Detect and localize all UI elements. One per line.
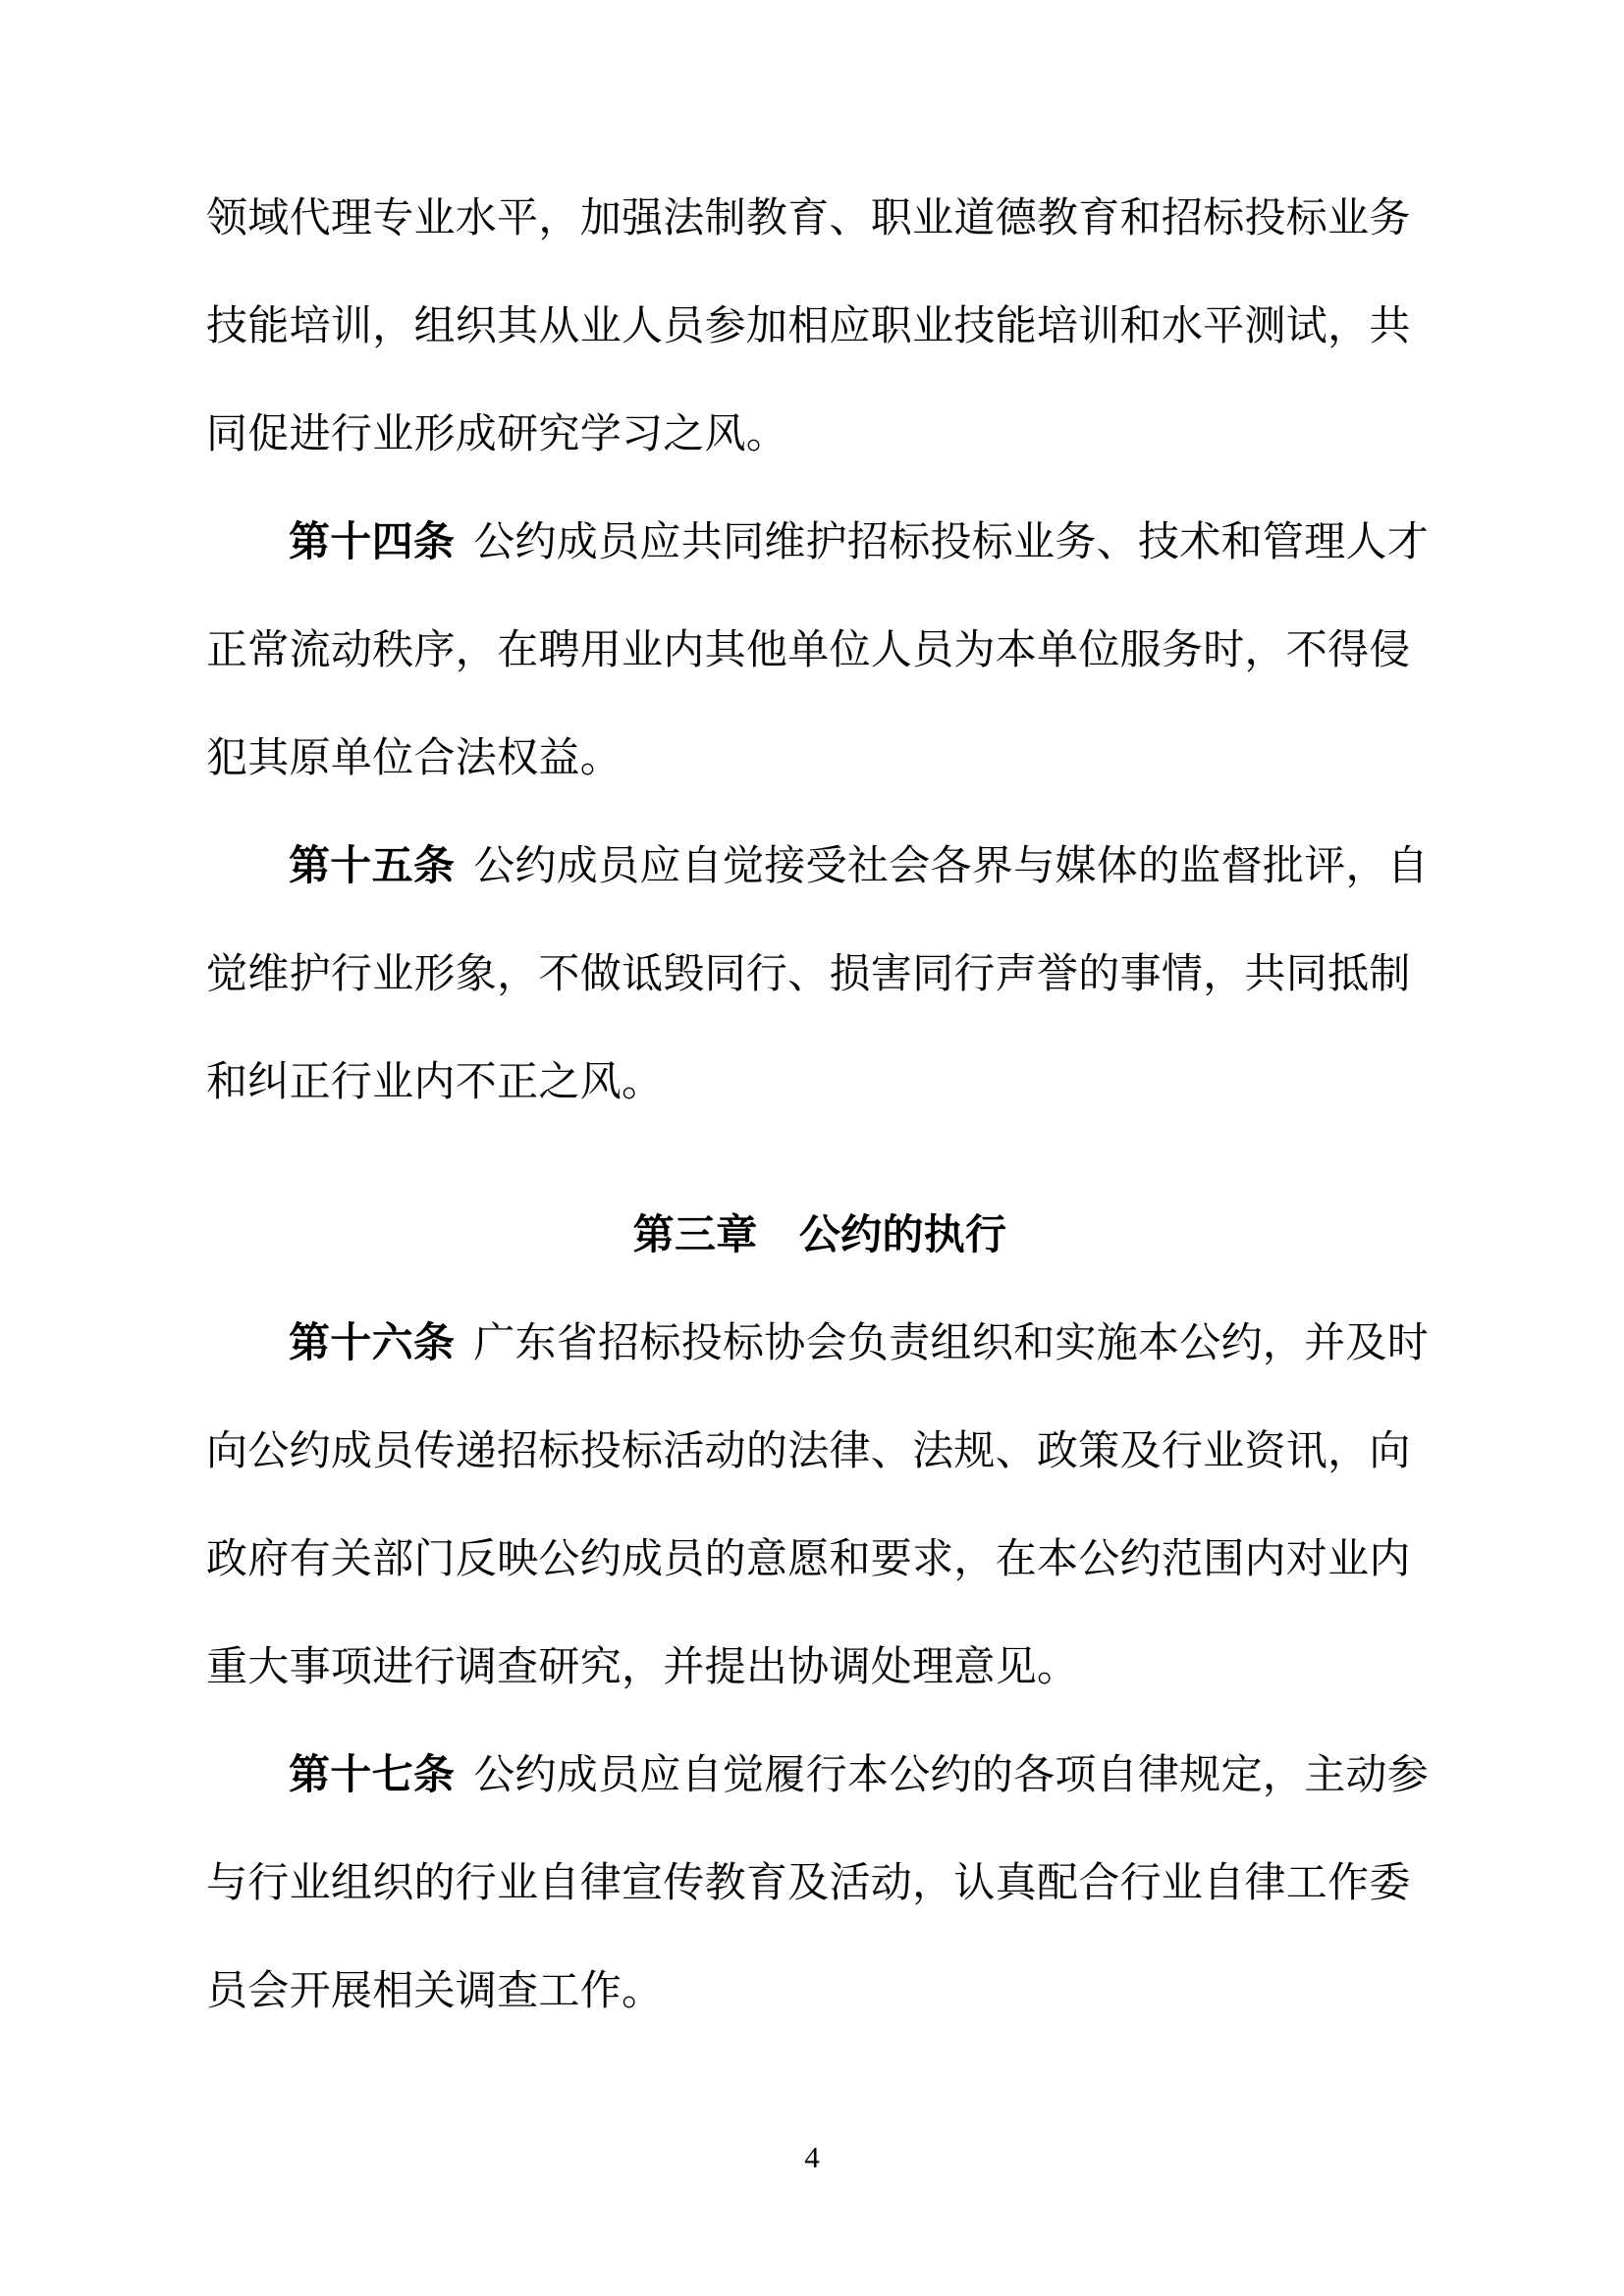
text-line: 同促进行业形成研究学习之风。: [206, 410, 788, 456]
text-line: [206, 1289, 1434, 1397]
text-line: [206, 1721, 1434, 1829]
article-text: 广东省招标投标协会负责组织和实施本公约，并及时: [473, 1319, 1430, 1365]
text-line: 员会开展相关调查工作。: [206, 1967, 664, 2013]
text-line: 向公约成员传递招标投标活动的法律、法规、政策及行业资讯，向: [206, 1427, 1411, 1473]
text-line: 犯其原单位合法权益。: [206, 734, 623, 780]
text-line: 觉维护行业形象，不做诋毁同行、损害同行声誉的事情，共同抵制: [206, 950, 1411, 996]
text-line: [206, 812, 1434, 920]
text-line: 正常流动秩序，在聘用业内其他单位人员为本单位服务时，不得侵: [206, 626, 1411, 672]
article-number: 第十七条: [289, 1751, 456, 1797]
chapter-heading: 第三章 公约的执行: [632, 1211, 1007, 1257]
text-line: 和纠正行业内不正之风。: [206, 1058, 664, 1104]
article-text: 公约成员应共同维护招标投标业务、技术和管理人才: [473, 518, 1430, 564]
text-line: [206, 488, 1434, 596]
article-number: 第十四条: [289, 518, 456, 564]
article-text: 公约成员应自觉履行本公约的各项自律规定，主动参: [473, 1751, 1430, 1797]
article-number: 第十六条: [289, 1319, 456, 1365]
article-number: 第十五条: [289, 842, 456, 888]
page-number: 4: [804, 2140, 820, 2174]
text-line: 技能培训，组织其从业人员参加相应职业技能培训和水平测试，共: [206, 302, 1411, 348]
text-line: 政府有关部门反映公约成员的意愿和要求，在本公约范围内对业内: [206, 1535, 1411, 1581]
text-line: 领域代理专业水平，加强法制教育、职业道德教育和招标投标业务: [206, 194, 1411, 240]
article-text: 公约成员应自觉接受社会各界与媒体的监督批评，自: [473, 842, 1430, 888]
document-body: [206, 164, 1434, 2045]
text-line: 重大事项进行调查研究，并提出协调处理意见。: [206, 1643, 1079, 1689]
text-line: 与行业组织的行业自律宣传教育及活动，认真配合行业自律工作委: [206, 1859, 1411, 1905]
